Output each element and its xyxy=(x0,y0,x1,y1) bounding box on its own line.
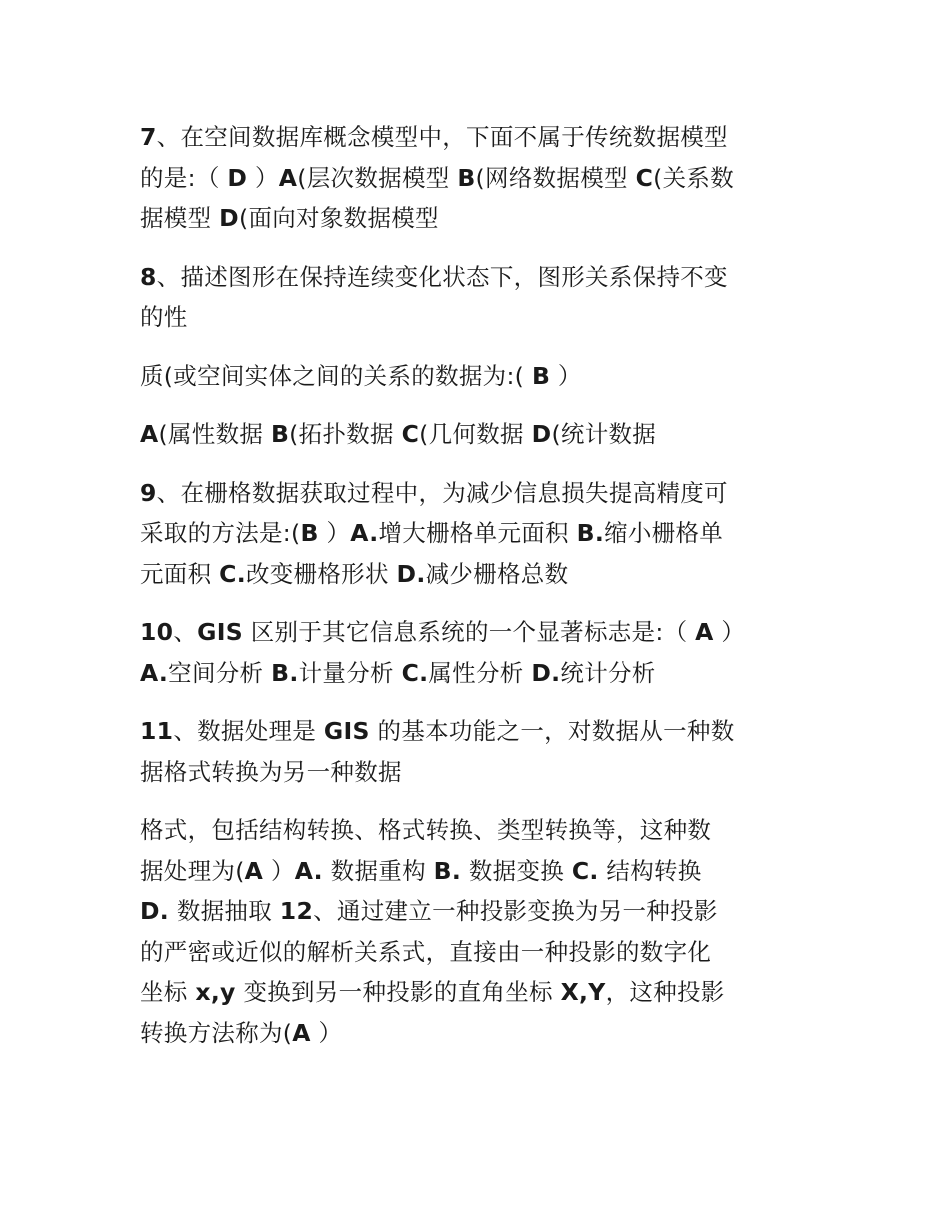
option-text: (统计数据 xyxy=(551,420,657,448)
option-letter: A. xyxy=(350,519,379,547)
question-text: 格式，包括结构转换、格式转换、类型转换等，这种数 xyxy=(140,816,712,844)
option-letter: D. xyxy=(531,658,561,687)
answer: A xyxy=(292,1018,311,1047)
question-text: 变换到另一种投影的直角坐标 xyxy=(235,978,561,1006)
option-text: 据模型 xyxy=(140,204,220,232)
option-letter: C. xyxy=(401,658,429,687)
question-text: 、在栅格数据获取过程中，为减少信息损失提高精度可 xyxy=(156,478,728,507)
option-letter: C xyxy=(401,420,420,448)
question-text: 、描述图形在保持连续变化状态下，图形关系保持不变 xyxy=(156,262,728,291)
option-text: 数据抽取 xyxy=(169,897,280,925)
option-letter: B. xyxy=(433,856,462,885)
option-text: (属性数据 xyxy=(158,420,271,448)
text-run: ） xyxy=(247,163,279,192)
option-letter: D. xyxy=(396,559,426,588)
option-letter: B. xyxy=(576,519,605,547)
answer: A xyxy=(695,618,714,646)
text-run: ） xyxy=(318,519,351,547)
question-number: 8 xyxy=(140,262,157,291)
option-text: (几何数据 xyxy=(419,420,532,448)
option-text: 计量分析 xyxy=(298,658,402,687)
option-text: 属性分析 xyxy=(428,658,532,687)
option-letter: A. xyxy=(294,856,323,885)
option-text: 元面积 xyxy=(140,559,220,588)
question-text: 、在空间数据库概念模型中，下面不属于传统数据模型 xyxy=(156,123,728,151)
term-gis: GIS xyxy=(197,618,243,646)
option-text: 数据变换 xyxy=(461,856,572,885)
answer: D xyxy=(227,163,248,192)
option-text: 增大栅格单元面积 xyxy=(378,519,577,547)
option-letter: C xyxy=(635,163,654,192)
option-letter: A xyxy=(278,163,298,192)
question-text: 据处理为( xyxy=(140,856,245,885)
answer: A xyxy=(244,856,264,885)
option-text: 空间分析 xyxy=(168,658,272,687)
question-text: ，这种投影 xyxy=(605,978,725,1006)
question-text: 坐标 xyxy=(140,978,196,1006)
option-letter: B. xyxy=(271,658,299,687)
option-letter: D xyxy=(219,204,239,232)
question-9 xyxy=(140,473,820,595)
text-run: 、 xyxy=(173,618,198,646)
question-number: 10 xyxy=(140,618,174,646)
option-text: 缩小栅格单 xyxy=(604,519,724,547)
question-number: 11 xyxy=(140,717,174,745)
option-text: 统计分析 xyxy=(560,658,656,687)
question-number: 9 xyxy=(140,478,157,507)
question-11-continued xyxy=(140,810,820,1053)
question-text: 、数据处理是 xyxy=(173,717,324,745)
answer: B xyxy=(531,361,551,390)
option-letter: C. xyxy=(571,856,599,885)
answer: B xyxy=(300,519,319,547)
text-run: ） xyxy=(713,618,746,646)
option-text: 减少栅格总数 xyxy=(425,559,569,588)
question-text: 转换方法称为( xyxy=(140,1018,293,1047)
option-letter: A xyxy=(140,420,159,448)
document-page xyxy=(140,117,820,1071)
question-number: 12 xyxy=(279,897,314,925)
text-run: ） xyxy=(310,1018,343,1047)
option-letter: D. xyxy=(140,897,170,925)
option-letter: B xyxy=(270,420,290,448)
question-text: 的性 xyxy=(140,303,188,331)
question-8 xyxy=(140,257,820,338)
option-letter: D xyxy=(531,420,552,448)
option-letter: C. xyxy=(219,559,246,588)
question-text: 采取的方法是:( xyxy=(140,519,301,547)
term-gis: GIS xyxy=(323,717,370,745)
question-text: 的严密或近似的解析关系式，直接由一种投影的数字化 xyxy=(140,937,712,966)
term-xy: x,y xyxy=(195,978,236,1006)
option-letter: B xyxy=(457,163,476,192)
question-text: 质(或空间实体之间的关系的数据为:( xyxy=(140,361,532,390)
text-run: ） xyxy=(263,856,295,885)
option-text: (面向对象数据模型 xyxy=(238,204,439,232)
term-xy-upper: X,Y xyxy=(560,978,606,1006)
option-text: (层次数据模型 xyxy=(297,163,458,192)
option-text: (拓扑数据 xyxy=(289,420,402,448)
question-8-options xyxy=(140,414,820,455)
question-7 xyxy=(140,117,820,239)
option-text: (关系数 xyxy=(653,163,735,192)
question-10 xyxy=(140,612,820,693)
question-number: 7 xyxy=(140,123,157,151)
option-text: 结构转换 xyxy=(598,856,702,885)
question-text: 、通过建立一种投影变换为另一种投影 xyxy=(313,897,718,925)
text-run: ） xyxy=(550,361,582,390)
option-text: (网络数据模型 xyxy=(475,163,636,192)
option-text: 改变栅格形状 xyxy=(245,559,397,588)
question-text: 据格式转换为另一种数据 xyxy=(140,757,402,786)
option-text: 数据重构 xyxy=(322,856,434,885)
question-8-continued xyxy=(140,356,820,397)
question-text: 的基本功能之一，对数据从一种数 xyxy=(369,717,735,745)
option-letter: A. xyxy=(140,658,169,687)
question-text: 区别于其它信息系统的一个显著标志是:（ xyxy=(242,618,696,646)
text-run: 的是:（ xyxy=(140,163,228,192)
question-11 xyxy=(140,711,820,792)
